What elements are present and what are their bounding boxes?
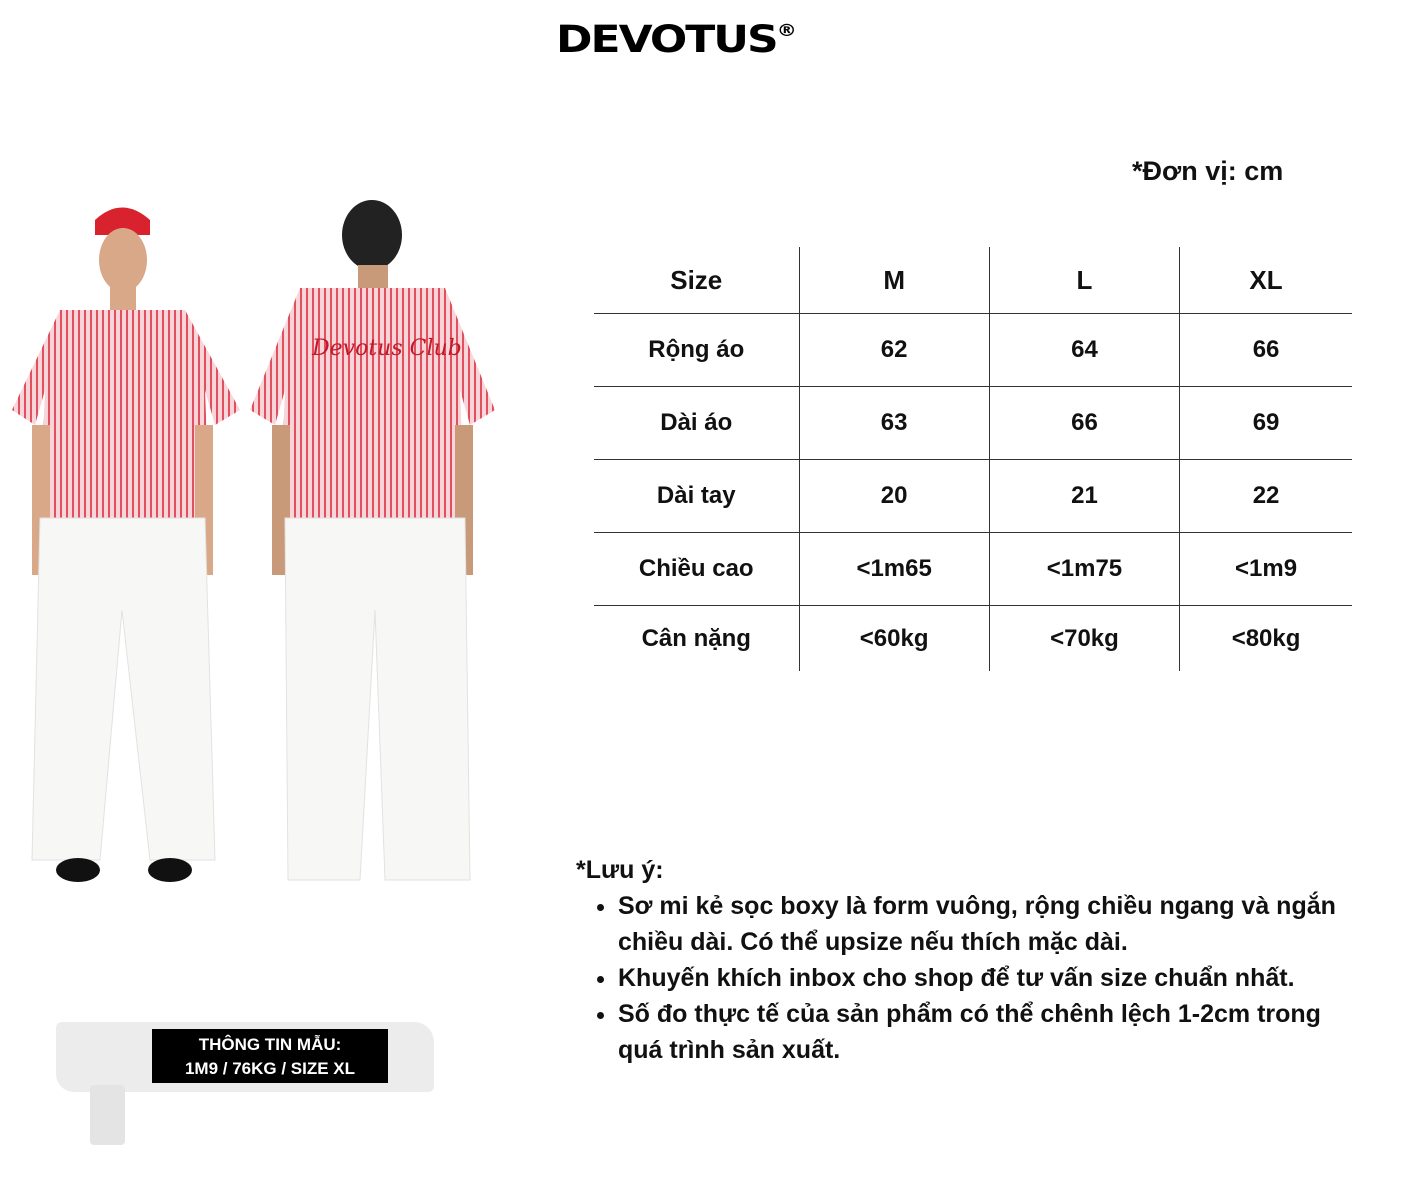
table-row [594, 460, 1352, 533]
model-info-tag [152, 1029, 388, 1083]
model-info-details: 1M9 / 76KG / SIZE XL [184, 1059, 356, 1078]
note-item: • Số đo thực tế của sản phẩm có thể chênh lệch 1-2cm trong quá trình sản xuất. [618, 996, 1358, 1068]
header-cell: L [989, 247, 1179, 314]
table-cell: 64 [989, 314, 1179, 387]
table-row [594, 387, 1352, 460]
table-cell: 22 [1180, 460, 1352, 533]
table-cell: <60kg [799, 606, 989, 672]
table-cell: 66 [1180, 314, 1352, 387]
table-cell: <1m9 [1180, 533, 1352, 606]
note-item: • Khuyến khích inbox cho shop để tư vấn size chuẩn nhất. [618, 960, 1358, 996]
header-cell: M [799, 247, 989, 314]
row-label: Dài áo [594, 387, 799, 460]
header-cell: Size [670, 264, 723, 295]
table-cell: 69 [1180, 387, 1352, 460]
torn-paper-curl [90, 1085, 125, 1145]
table-cell: <70kg [989, 606, 1179, 672]
table-row [594, 606, 1352, 672]
table-cell: 66 [989, 387, 1179, 460]
header-cell: XL [1180, 247, 1352, 314]
notes-list [576, 888, 1358, 1068]
note-item: • Sơ mi kẻ sọc boxy là form vuông, rộng chiều ngang và ngắn chiều dài. Có thể upsize nếu thích mặc dài. [618, 888, 1358, 960]
table-cell: 63 [799, 387, 989, 460]
model-info-title: THÔNG TIN MẪU: [198, 1035, 342, 1054]
model-back [250, 200, 495, 880]
svg-text:Devotus Club: Devotus Club [312, 336, 462, 361]
size-table [594, 247, 1352, 671]
table-cell: <1m65 [799, 533, 989, 606]
row-label: Dài tay [594, 460, 799, 533]
model-photos [0, 190, 520, 900]
row-label: Cân nặng [594, 606, 799, 672]
table-cell: 20 [799, 460, 989, 533]
table-cell: <80kg [1180, 606, 1352, 672]
brand-logo: DEVOTUS® [556, 18, 797, 62]
table-cell: 62 [799, 314, 989, 387]
table-cell: <1m75 [989, 533, 1179, 606]
notes-title: *Lưu ý: [576, 856, 664, 884]
model-front [12, 208, 240, 883]
row-label: Rộng áo [594, 314, 799, 387]
table-cell: 21 [989, 460, 1179, 533]
table-row [594, 533, 1352, 606]
table-header-row [594, 247, 1352, 314]
unit-note: *Đơn vị: cm [1132, 156, 1284, 186]
row-label: Chiều cao [594, 533, 799, 606]
notes-section [576, 852, 1358, 1068]
table-row [594, 314, 1352, 387]
